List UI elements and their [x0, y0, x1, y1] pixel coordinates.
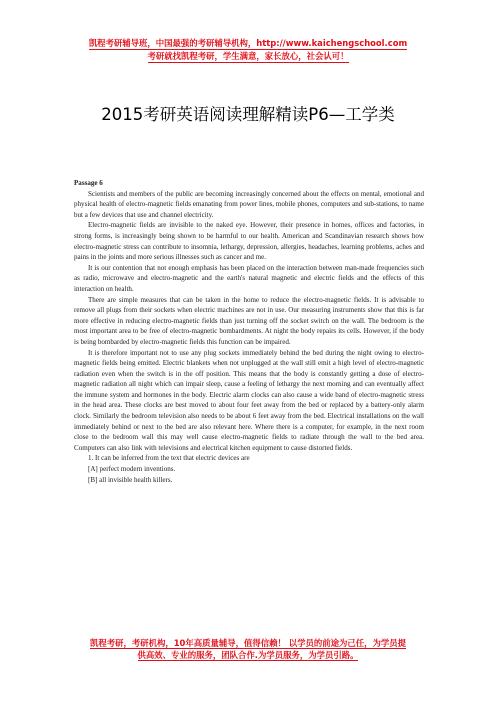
passage-label: Passage 6 — [74, 179, 103, 187]
paragraph-5: It is therefore important not to use any plug sockets immediately behind the bed during the night owing to electro-magnetic fields being emitted. Electric blankets when not unplugged at the wall still emit a high level of electro-magnetic radiation even when the switch is in the off position. This means that the body is constantly getting a dose of electro-magnetic radiation all night which can impair sleep, cause a feeling of lethargy the next morning and can eventually affect the immune system and hormones in the body. Electric alarm clocks can also cause a wide band of electro-magnetic stress in the head area. These clocks are best moved to about four feet away from the bed or replaced by a battery-only alarm clock. Similarly the bedroom television also needs to be about 6 feet away from the bed. Electrical installations on the wall immediately behind or next to the bed are also relevant here. Where there is a computer, for example, in the next room close to the bedroom wall this may well cause electro-magnetic fields to radiate through the wall to the bed area. Computers can also link with televisions and electrical kitchen equipment to cause distorted fields. — [74, 348, 424, 452]
paragraph-3: It is our contention that not enough emphasis has been placed on the interaction between man-made frequencies such as radio, microwave and electro-magnetic and the earth's natural magnetic and electric fields and the effects of this interaction on health. — [74, 263, 424, 293]
paragraph-4: There are simple measures that can be taken in the home to reduce the electro-magnetic fields. It is advisable to remove all plugs from their sockets when electric machines are not in use. Our measuring instruments show that this is far more effective in reducing electro-magnetic fields than just turning off the socket switch on the wall. The bedroom is the most important area to be free of electro-magnetic bombardments. At night the body repairs its cells. However, if the body is being bombarded by electro-magnetic fields this function can be impaired. — [74, 295, 424, 346]
header-line-2: 考研就找凯程考研，学生满意，家长放心，社会认可！ — [147, 51, 349, 61]
page-header — [0, 37, 496, 63]
footer-line-1: 凯程考研，考研机构，10年高质量辅导，值得信赖！ 以学员的前途为己任，为学员提 — [89, 638, 407, 648]
paragraph-2: Electro-magnetic fields are invisible to the naked eye. However, their presence in homes, offices and factories, in strong forms, is increasingly being shown to be harmful to our health. American and Scandinavian research shows how electro-magnetic stress can contribute to insomnia, lethargy, depression, allergies, headaches, learning problems, aches and pains in the joints and more serious illnesses such as cancer and me. — [74, 221, 424, 262]
header-line-1[interactable]: 凯程考研辅导班，中国最强的考研辅导机构，http://www.kaichengschool.com — [88, 38, 408, 48]
page-footer — [60, 637, 436, 661]
question-1: 1. It can be inferred from the text that electric devices are — [88, 454, 250, 463]
passage-body — [74, 178, 424, 485]
option-b: [B] all invisible health killers. — [88, 475, 173, 484]
option-a: [A] perfect modern inventions. — [88, 465, 176, 474]
document-title: 2015考研英语阅读理解精读P6—工学类 — [101, 105, 395, 124]
paragraph-1: Scientists and members of the public are becoming increasingly concerned about the effects on mental, emotional and physical health of electro-magnetic fields emanating from power lines, mobile phones, computers and sub-stations, to name but a few devices that use and channel electricity. — [74, 189, 424, 219]
footer-line-2: 供高效、专业的服务，团队合作.为学员服务，为学员引路。 — [137, 650, 359, 660]
